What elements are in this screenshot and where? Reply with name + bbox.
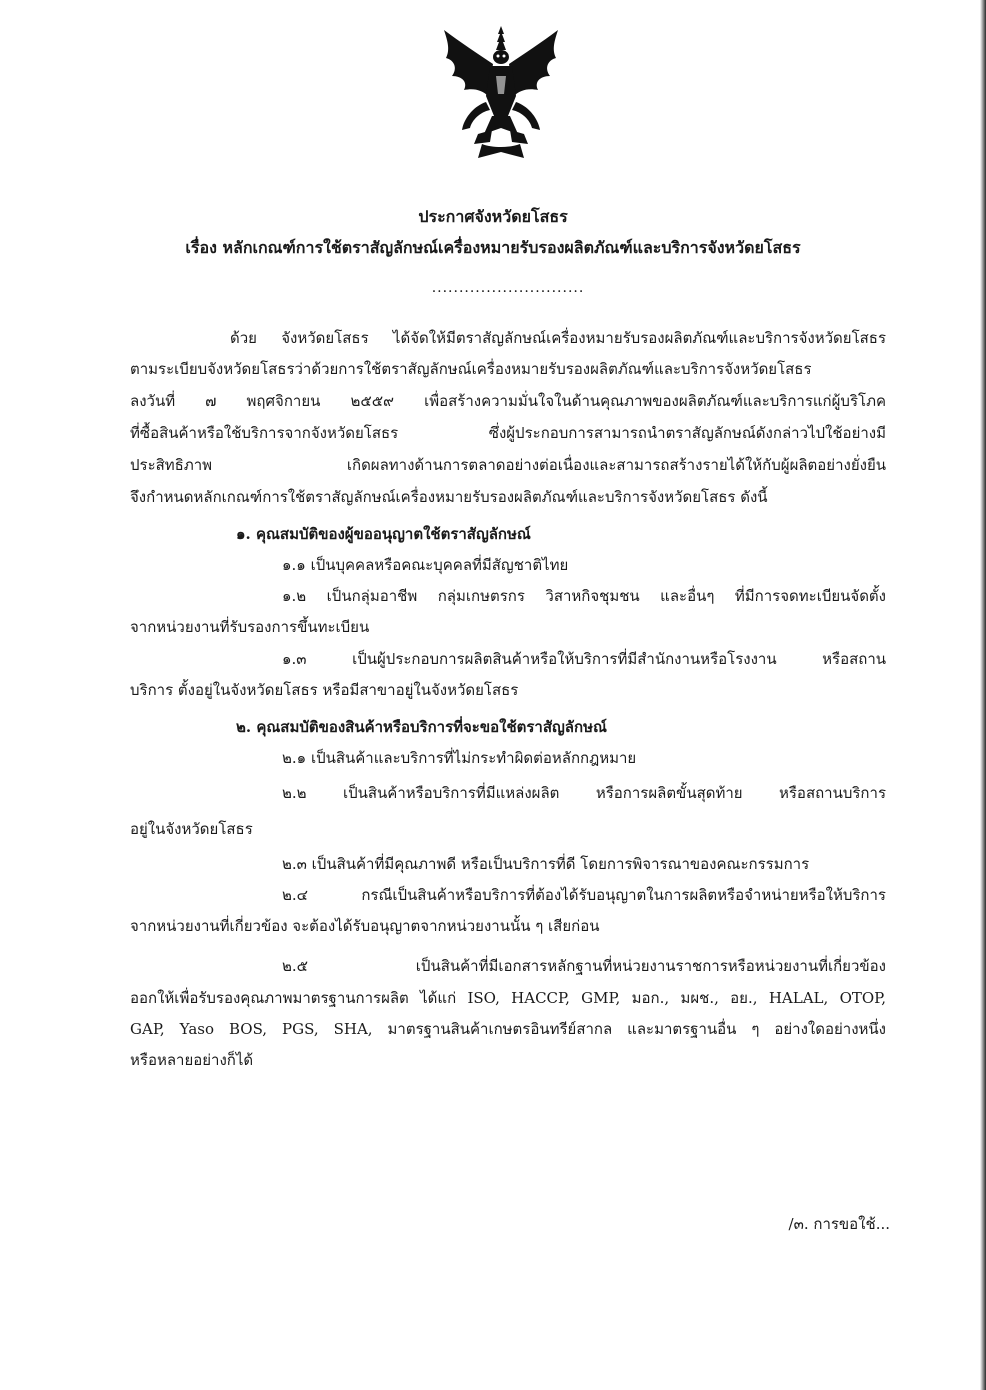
section-2-item-5-line-1: ๒.๕ เป็นสินค้าที่มีเอกสารหลักฐานที่หน่วยงานราชการหรือหน่วยงานที่เกี่ยวข้อง [282, 957, 886, 975]
intro-line-6: จึงกำหนดหลักเกณฑ์การใช้ตราสัญลักษณ์เครื่องหมายรับรองผลิตภัณฑ์และบริการจังหวัดยโสธร ดังนี้ [130, 488, 768, 506]
section-1-item-2-line-2: จากหน่วยงานที่รับรองการขึ้นทะเบียน [130, 618, 370, 636]
section-2-item-5-line-2: ออกให้เพื่อรับรองคุณภาพมาตรฐานการผลิต ได้แก่ ISO, HACCP, GMP, มอก., มผช., อย., HALAL, OTOP, [130, 989, 886, 1007]
intro-line-5: ประสิทธิภาพ เกิดผลทางด้านการตลาดอย่างต่อเนื่องและสามารถสร้างรายได้ให้กับผู้ผลิตอย่างยั่งยืน [130, 456, 886, 474]
section-2-item-4-line-1: ๒.๔ กรณีเป็นสินค้าหรือบริการที่ต้องได้รับอนุญาตในการผลิตหรือจำหน่ายหรือให้บริการ [282, 886, 886, 904]
section-2-title: ๒. คุณสมบัติของสินค้าหรือบริการที่จะขอใช้ตราสัญลักษณ์ [236, 718, 607, 736]
section-1-item-1: ๑.๑ เป็นบุคคลหรือคณะบุคคลที่มีสัญชาติไทย [282, 556, 569, 574]
garuda-emblem-icon [438, 24, 564, 160]
section-1-title: ๑. คุณสมบัติของผู้ขออนุญาตใช้ตราสัญลักษณ์ [236, 525, 531, 543]
intro-line-1: ด้วย จังหวัดยโสธร ได้จัดให้มีตราสัญลักษณ์เครื่องหมายรับรองผลิตภัณฑ์และบริการจังหวัดยโสธร [230, 329, 886, 347]
section-2-item-4-line-2: จากหน่วยงานที่เกี่ยวข้อง จะต้องได้รับอนุญาตจากหน่วยงานนั้น ๆ เสียก่อน [130, 917, 600, 935]
section-1-item-2-line-1: ๑.๒ เป็นกลุ่มอาชีพ กลุ่มเกษตรกร วิสาหกิจชุมชน และอื่นๆ ที่มีการจดทะเบียนจัดตั้ง [282, 587, 886, 605]
section-1-item-3-line-2: บริการ ตั้งอยู่ในจังหวัดยโสธร หรือมีสาขาอยู่ในจังหวัดยโสธร [130, 681, 519, 699]
section-2-item-1: ๒.๑ เป็นสินค้าและบริการที่ไม่กระทำผิดต่อหลักกฎหมาย [282, 749, 637, 767]
intro-line-2: ตามระเบียบจังหวัดยโสธรว่าด้วยการใช้ตราสัญลักษณ์เครื่องหมายรับรองผลิตภัณฑ์และบริการจังหวัดยโสธร [130, 360, 812, 378]
separator-dots: ............................ [431, 280, 585, 296]
section-2-item-5-line-4: หรือหลายอย่างก็ได้ [130, 1051, 254, 1069]
intro-line-4: ที่ซื้อสินค้าหรือใช้บริการจากจังหวัดยโสธร ซึ่งผู้ประกอบการสามารถนำตราสัญลักษณ์ดังกล่าวไปใช้อย่างมี [130, 424, 886, 442]
section-2-item-3: ๒.๓ เป็นสินค้าที่มีคุณภาพดี หรือเป็นบริการที่ดี โดยการพิจารณาของคณะกรรมการ [282, 855, 810, 873]
announcement-title: ประกาศจังหวัดยโสธร [418, 207, 568, 226]
section-2-item-2-line-2: อยู่ในจังหวัดยโสธร [130, 820, 253, 838]
announcement-subject: เรื่อง หลักเกณฑ์การใช้ตราสัญลักษณ์เครื่องหมายรับรองผลิตภัณฑ์และบริการจังหวัดยโสธร [185, 238, 801, 257]
section-2-item-5-line-3: GAP, Yaso BOS, PGS, SHA, มาตรฐานสินค้าเกษตรอินทรีย์สากล และมาตรฐานอื่น ๆ อย่างใดอย่างหนึ่ง [130, 1020, 886, 1038]
intro-line-3: ลงวันที่ ๗ พฤศจิกายน ๒๕๕๙ เพื่อสร้างความมั่นใจในด้านคุณภาพของผลิตภัณฑ์และบริการแก่ผู้บริโภค [130, 392, 886, 410]
section-1-item-3-line-1: ๑.๓ เป็นผู้ประกอบการผลิตสินค้าหรือให้บริการที่มีสำนักงานหรือโรงงาน หรือสถาน [282, 650, 886, 668]
page-continuation: /๓. การขอใช้... [788, 1215, 890, 1233]
section-2-item-2-line-1: ๒.๒ เป็นสินค้าหรือบริการที่มีแหล่งผลิต หรือการผลิตขั้นสุดท้าย หรือสถานบริการ [282, 784, 886, 802]
